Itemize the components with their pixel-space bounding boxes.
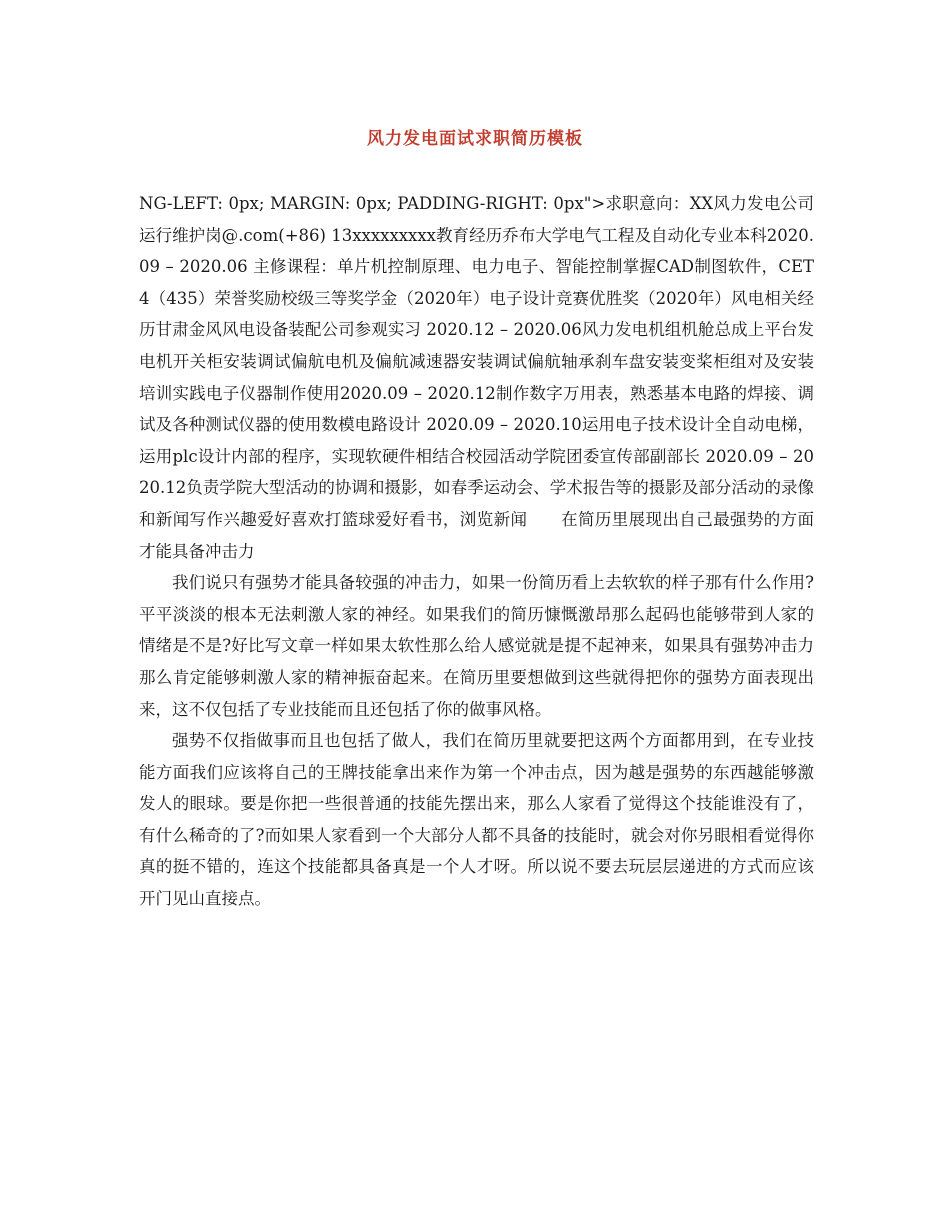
paragraph-strength-impact: 我们说只有强势才能具备较强的冲击力，如果一份简历看上去软软的样子那有什么作用?平平淡淡的根本无法刺激人家的神经。如果我们的简历慷慨激昂那么起码也能够带到人家的情绪是不是?好比写文章一样如果太软性那么给人感觉就是提不起神来，如果具有强势冲击力那么肯定能够刺激人家的精神振奋起来。在简历里要想做到这些就得把你的强势方面表现出来，这不仅包括了专业技能而且还包括了你的做事风格。 bbox=[139, 573, 814, 719]
document-body bbox=[139, 188, 814, 915]
paragraph-strength-person: 强势不仅指做事而且也包括了做人，我们在简历里就要把这两个方面都用到，在专业技能方面我们应该将自己的王牌技能拿出来作为第一个冲击点，因为越是强势的东西越能够激发人的眼球。要是你把一些很普通的技能先摆出来，那么人家看了觉得这个技能谁没有了，有什么稀奇的了?而如果人家看到一个大部分人都不具备的技能时，就会对你另眼相看觉得你真的挺不错的，连这个技能都具备真是一个人才呀。所以说不要去玩层层递进的方式而应该开门见山直接点。 bbox=[139, 731, 814, 909]
paragraph-resume-content: NG-LEFT: 0px; MARGIN: 0px; PADDING-RIGHT: 0px">求职意向：XX风力发电公司运行维护岗@.com(+86) 13xxxxxxxxx教育经历乔布大学电气工程及自动化专业本科2020.09 – 2020.06 主修课程：单片机控制原理、电力电子、智能控制掌握CAD制图软件，CET 4（435）荣誉奖励校级三等奖学金（2020年）电子设计竞赛优胜奖（2020年）风电相关经历甘肃金风风电设备装配公司参观实习 2020.12 – 2020.06风力发电机组机舱总成上平台发电机开关柜安装调试偏航电机及偏航减速器安装调试偏航轴承刹车盘安装变桨柜组对及安装培训实践电子仪器制作使用2020.09 – 2020.12制作数字万用表，熟悉基本电路的焊接、调试及各种测试仪器的使用数模电路设计 2020.09 – 2020.10运用电子技术设计全自动电梯，运用plc设计内部的程序，实现软硬件相结合校园活动学院团委宣传部副部长 2020.09 – 2020.12负责学院大型活动的协调和摄影，如春季运动会、学术报告等的摄影及部分活动的录像和新闻写作兴趣爱好喜欢打篮球爱好看书，浏览新闻 在简历里展现出自己最强势的方面才能具备冲击力 bbox=[139, 194, 814, 561]
document-title: 风力发电面试求职简历模板 bbox=[367, 129, 583, 149]
